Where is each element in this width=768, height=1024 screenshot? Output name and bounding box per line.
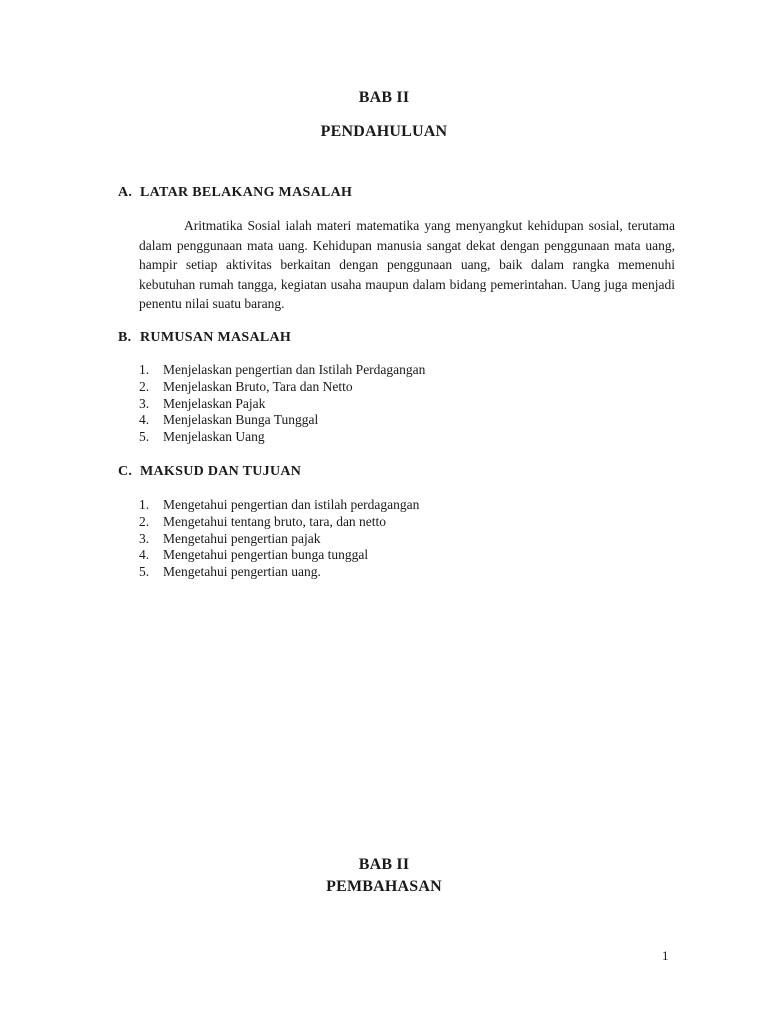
list-number: 5. <box>139 564 150 580</box>
list-item <box>139 531 419 548</box>
list-item <box>139 564 419 581</box>
list-number: 4. <box>139 412 150 428</box>
list-item <box>139 497 419 514</box>
section-a-heading <box>118 185 352 201</box>
list-text: Menjelaskan Bunga Tunggal <box>163 412 319 428</box>
list-item <box>139 429 425 446</box>
list-number: 1. <box>139 497 150 512</box>
list-text: Mengetahui pengertian bunga tunggal <box>163 547 369 563</box>
section-a-title: LATAR BELAKANG MASALAH <box>140 185 353 200</box>
section-b-title: RUMUSAN MASALAH <box>140 330 292 345</box>
list-item <box>139 362 425 379</box>
list-number: 2. <box>139 513 150 529</box>
list-number: 5. <box>139 429 150 445</box>
list-number: 3. <box>139 530 150 546</box>
section-c-letter: C. <box>118 464 133 479</box>
list-text: Mengetahui tentang bruto, tara, dan netto <box>163 513 387 529</box>
list-number: 1. <box>139 362 150 377</box>
background-paragraph: Aritmatika Sosial ialah materi matematika yang menyangkut kehidupan sosial, terutama dalam penggunaan mata uang. Kehidupan manusia sangat dekat dengan penggunaan mata uang, hampir setiap aktivitas berkaitan dengan penggunaan uang, baik dalam rangka memenuhi kebutuhan rumah tangga, kegiatan usaha maupun dalam bidang pemerintahan. Uang juga menjadi penentu nilai suatu barang. <box>139 218 675 311</box>
section-b-heading <box>118 330 291 346</box>
section-b-letter: B. <box>118 330 132 345</box>
problem-list <box>139 362 425 446</box>
list-text: Mengetahui pengertian pajak <box>163 530 321 546</box>
list-item <box>139 547 419 564</box>
list-text: Menjelaskan Pajak <box>163 395 266 411</box>
list-item <box>139 514 419 531</box>
chapter-title: PENDAHULUAN <box>320 123 448 140</box>
section-c-title: MAKSUD DAN TUJUAN <box>140 464 302 479</box>
list-text: Mengetahui pengertian uang. <box>163 564 321 580</box>
list-item <box>139 412 425 429</box>
list-text: Menjelaskan Bruto, Tara dan Netto <box>163 378 353 394</box>
page-number: 1 <box>662 948 669 963</box>
objective-list <box>139 497 419 581</box>
chapter-label: BAB II <box>358 89 410 106</box>
list-item <box>139 379 425 396</box>
list-text: Menjelaskan pengertian dan Istilah Perdagangan <box>163 362 426 377</box>
list-text: Menjelaskan Uang <box>163 429 265 445</box>
list-item <box>139 396 425 413</box>
chapter2-title: PEMBAHASAN <box>326 878 442 895</box>
chapter2-label: BAB II <box>358 856 410 873</box>
list-number: 4. <box>139 547 150 563</box>
list-text: Mengetahui pengertian dan istilah perdagangan <box>163 497 420 512</box>
list-number: 3. <box>139 395 150 411</box>
list-number: 2. <box>139 378 150 394</box>
section-a-letter: A. <box>118 185 133 200</box>
section-c-heading <box>118 464 301 480</box>
